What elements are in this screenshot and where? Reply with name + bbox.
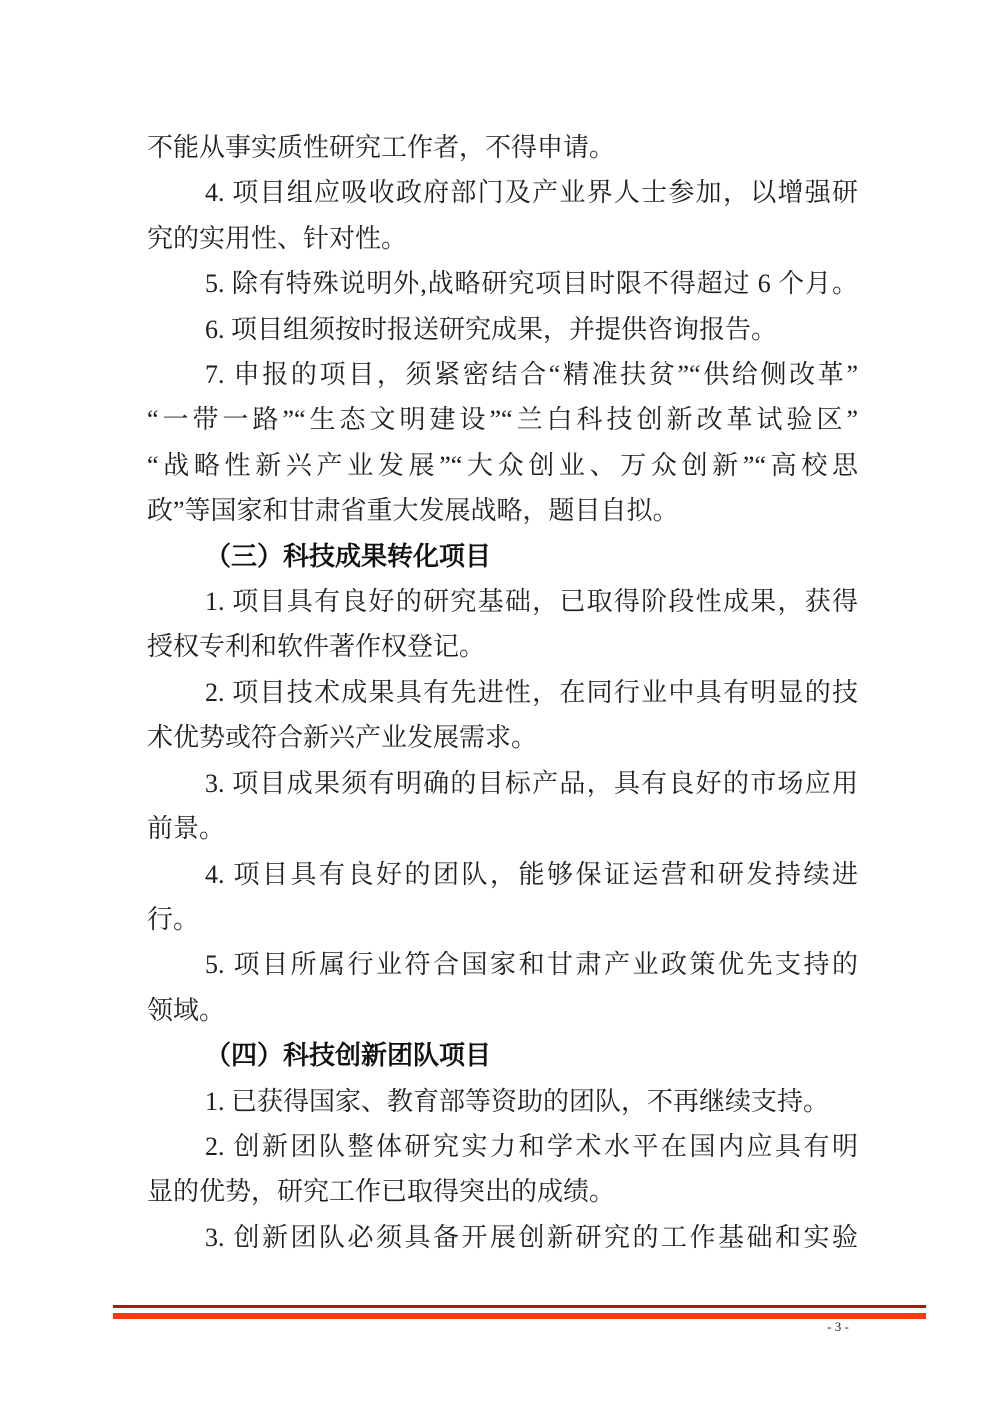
text-line: 4. 项目组应吸收政府部门及产业界人士参加，以增强研 [205,178,858,208]
text-line: 授权专利和软件著作权登记。 [147,632,486,662]
text-line: 4. 项目具有良好的团队，能够保证运营和研发持续进 [205,859,858,889]
text-line: 2. 创新团队整体研究实力和学术水平在国内应具有明 [205,1131,858,1161]
text-line: 3. 创新团队必须具备开展创新研究的工作基础和实验 [205,1222,858,1252]
text-line: 究的实用性、针对性。 [147,223,408,253]
text-line: 行。 [147,904,200,934]
text-line: 不能从事实质性研究工作者，不得申请。 [147,133,616,162]
text-line: 3. 项目成果须有明确的目标产品，具有良好的市场应用 [205,768,858,798]
footer-rule-dark [113,1305,926,1308]
text-line: 显的优势，研究工作已取得突出的成绩。 [147,1177,616,1207]
text-line: 政”等国家和甘肃省重大发展战略，题目自拟。 [147,496,679,526]
text-line: 5. 项目所属行业符合国家和甘肃产业政策优先支持的 [205,950,858,980]
text-line: “一带一路”“生态文明建设”“兰白科技创新改革试验区” [147,405,858,435]
document-body [147,125,858,1260]
section-heading-4: （四）科技创新团队项目 [205,1040,492,1071]
text-line: 1. 已获得国家、教育部等资助的团队，不再继续支持。 [205,1086,830,1116]
text-line: 2. 项目技术成果具有先进性，在同行业中具有明显的技 [205,677,858,707]
text-line: 5. 除有特殊说明外,战略研究项目时限不得超过 6 个月。 [205,269,858,299]
text-line: 术优势或符合新兴产业发展需求。 [147,723,538,753]
text-line: 前景。 [147,814,226,844]
text-line: “战略性新兴产业发展”“大众创业、万众创新”“高校思 [147,450,858,480]
section-heading-3: （三）科技成果转化项目 [205,540,492,571]
text-line: 7. 申报的项目，须紧密结合“精准扶贫”“供给侧改革” [205,360,858,390]
page-number: - 3 - [827,1319,849,1334]
text-line: 6. 项目组须按时报送研究成果，并提供咨询报告。 [205,314,778,344]
text-line: 领域。 [147,995,226,1025]
text-line: 1. 项目具有良好的研究基础，已取得阶段性成果，获得 [205,587,858,617]
